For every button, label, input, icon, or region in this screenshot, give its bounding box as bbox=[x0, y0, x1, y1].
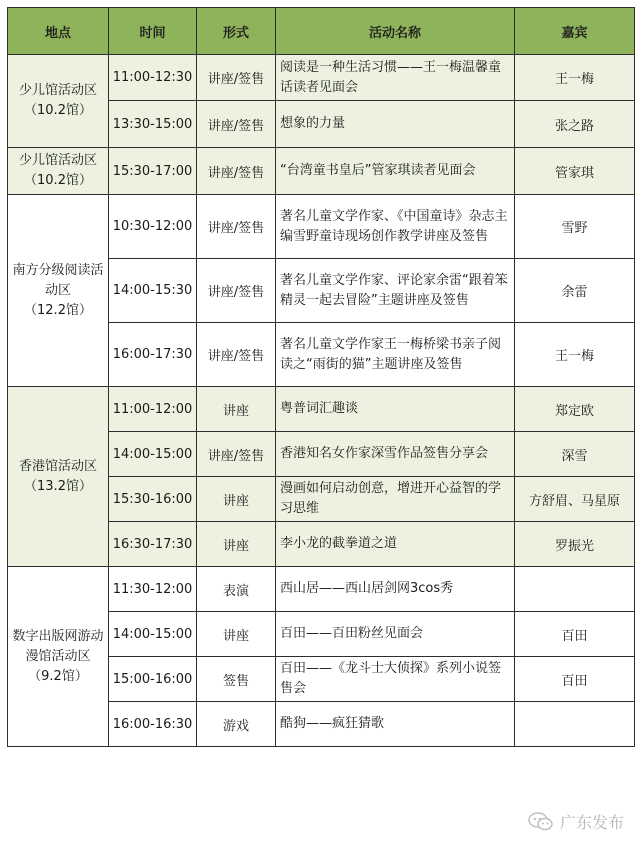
venue-line: 漫馆活动区 bbox=[25, 648, 91, 664]
venue-line: 香港馆活动区 bbox=[18, 458, 97, 474]
format-cell: 讲座/签售 bbox=[197, 432, 276, 477]
activity-name-cell: 香港知名女作家深雪作品签售分享会 bbox=[276, 432, 515, 477]
table-row bbox=[8, 387, 635, 432]
format-cell: 表演 bbox=[197, 567, 276, 612]
guest-cell bbox=[515, 702, 635, 747]
header-guest: 嘉宾 bbox=[515, 8, 635, 55]
format-cell: 讲座/签售 bbox=[197, 195, 276, 259]
time-cell: 11:00-12:00 bbox=[109, 387, 197, 432]
venue-line: 少儿馆活动区 bbox=[18, 83, 97, 98]
guest-cell: 罗振光 bbox=[515, 522, 635, 567]
time-cell: 16:00-17:30 bbox=[109, 323, 197, 387]
activity-name-cell: 想象的力量 bbox=[276, 101, 515, 148]
venue-cell bbox=[8, 55, 109, 148]
format-cell: 签售 bbox=[197, 657, 276, 702]
format-cell: 讲座 bbox=[197, 522, 276, 567]
guest-cell: 百田 bbox=[515, 657, 635, 702]
header-time: 时间 bbox=[109, 8, 197, 55]
time-cell: 15:30-17:00 bbox=[109, 148, 197, 195]
format-cell: 讲座/签售 bbox=[197, 323, 276, 387]
wechat-icon bbox=[528, 812, 554, 832]
activity-name-cell: 漫画如何启动创意，增进开心益智的学习思维 bbox=[276, 477, 515, 522]
venue-line: 数字出版网游动 bbox=[12, 628, 104, 644]
format-cell: 游戏 bbox=[197, 702, 276, 747]
table-row bbox=[8, 148, 635, 195]
venue-cell bbox=[8, 387, 109, 567]
format-cell: 讲座/签售 bbox=[197, 101, 276, 148]
table-header-row bbox=[8, 8, 635, 55]
time-cell: 10:30-12:00 bbox=[109, 195, 197, 259]
guest-cell: 余雷 bbox=[515, 259, 635, 323]
guest-cell: 郑定欧 bbox=[515, 387, 635, 432]
time-cell: 11:00-12:30 bbox=[109, 55, 197, 101]
time-cell: 11:30-12:00 bbox=[109, 567, 197, 612]
guest-cell bbox=[515, 567, 635, 612]
event-schedule-table bbox=[7, 7, 635, 747]
format-cell: 讲座/签售 bbox=[197, 259, 276, 323]
watermark-text: 广东发布 bbox=[559, 813, 624, 832]
venue-line: （10.2馆） bbox=[24, 173, 92, 188]
table-row bbox=[8, 55, 635, 101]
format-cell: 讲座 bbox=[197, 477, 276, 522]
guest-cell: 管家琪 bbox=[515, 148, 635, 195]
venue-line: （10.2馆） bbox=[24, 103, 92, 118]
venue-line: 动区 bbox=[44, 282, 71, 298]
time-cell: 16:30-17:30 bbox=[109, 522, 197, 567]
venue-line: （9.2馆） bbox=[28, 668, 88, 684]
activity-name-cell: 百田——百田粉丝见面会 bbox=[276, 612, 515, 657]
guest-cell: 深雪 bbox=[515, 432, 635, 477]
activity-name-cell: 阅读是一种生活习惯——王一梅温馨童话读者见面会 bbox=[276, 55, 515, 101]
time-cell: 14:00-15:00 bbox=[109, 432, 197, 477]
venue-line: 南方分级阅读活 bbox=[12, 262, 104, 278]
guest-cell: 张之路 bbox=[515, 101, 635, 148]
format-cell: 讲座/签售 bbox=[197, 148, 276, 195]
format-cell: 讲座/签售 bbox=[197, 55, 276, 101]
activity-name-cell: 著名儿童文学作家、评论家余雷“跟着笨精灵一起去冒险”主题讲座及签售 bbox=[276, 259, 515, 323]
activity-name-cell: 酷狗——疯狂猜歌 bbox=[276, 702, 515, 747]
header-format: 形式 bbox=[197, 8, 276, 55]
time-cell: 16:00-16:30 bbox=[109, 702, 197, 747]
format-cell: 讲座 bbox=[197, 387, 276, 432]
activity-name-cell: 著名儿童文学作家、《中国童诗》杂志主编雪野童诗现场创作教学讲座及签售 bbox=[276, 195, 515, 259]
guest-cell: 王一梅 bbox=[515, 323, 635, 387]
header-venue: 地点 bbox=[8, 8, 109, 55]
activity-name-cell: 百田——《龙斗士大侦探》系列小说签售会 bbox=[276, 657, 515, 702]
time-cell: 15:30-16:00 bbox=[109, 477, 197, 522]
venue-line: （13.2馆） bbox=[24, 478, 92, 494]
header-activity-name: 活动名称 bbox=[276, 8, 515, 55]
watermark bbox=[528, 810, 624, 833]
time-cell: 15:00-16:00 bbox=[109, 657, 197, 702]
guest-cell: 王一梅 bbox=[515, 55, 635, 101]
guest-cell: 方舒眉、马星原 bbox=[515, 477, 635, 522]
venue-cell bbox=[8, 195, 109, 387]
venue-line: 少儿馆活动区 bbox=[18, 153, 97, 168]
activity-name-cell: 李小龙的截拳道之道 bbox=[276, 522, 515, 567]
venue-line: （12.2馆） bbox=[24, 302, 92, 318]
activity-name-cell: 粤普词汇趣谈 bbox=[276, 387, 515, 432]
venue-cell bbox=[8, 567, 109, 747]
guest-cell: 百田 bbox=[515, 612, 635, 657]
table-row bbox=[8, 195, 635, 259]
table-row bbox=[8, 567, 635, 612]
guest-cell: 雪野 bbox=[515, 195, 635, 259]
format-cell: 讲座 bbox=[197, 612, 276, 657]
time-cell: 14:00-15:30 bbox=[109, 259, 197, 323]
activity-name-cell: 著名儿童文学作家王一梅桥梁书亲子阅读之“雨街的猫”主题讲座及签售 bbox=[276, 323, 515, 387]
activity-name-cell: 西山居——西山居剑网3cos秀 bbox=[276, 567, 515, 612]
venue-cell bbox=[8, 148, 109, 195]
activity-name-cell: “台湾童书皇后”管家琪读者见面会 bbox=[276, 148, 515, 195]
time-cell: 13:30-15:00 bbox=[109, 101, 197, 148]
time-cell: 14:00-15:00 bbox=[109, 612, 197, 657]
